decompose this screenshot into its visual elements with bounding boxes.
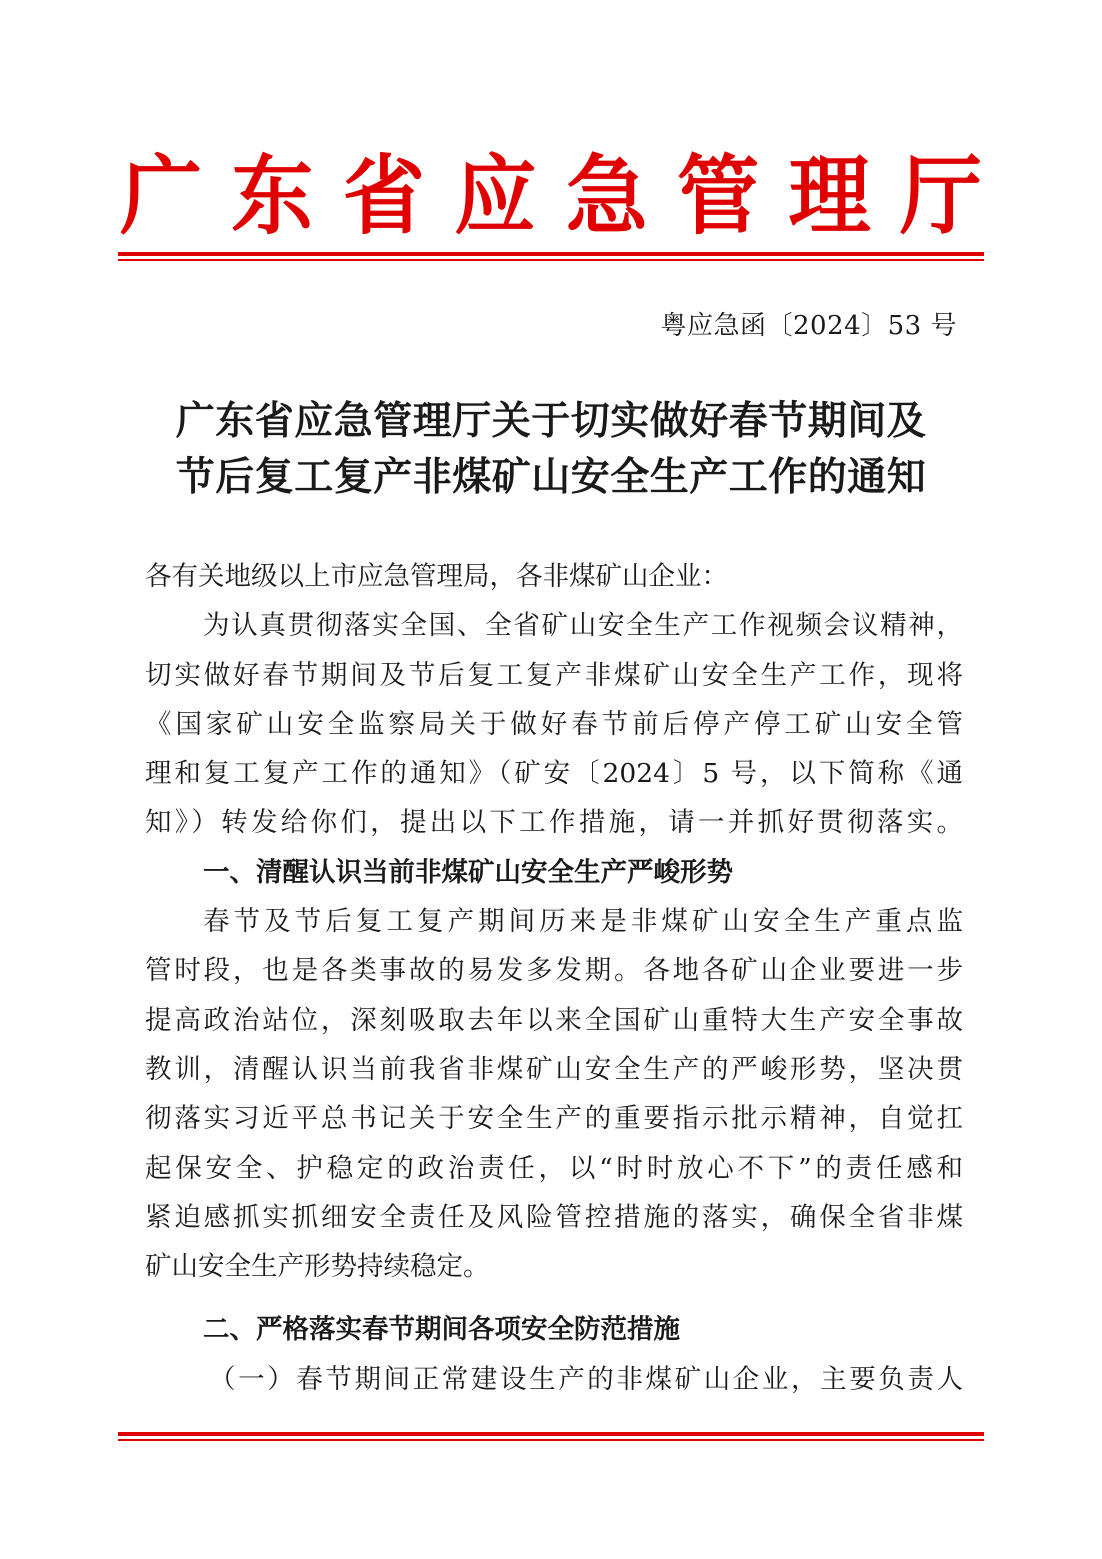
- paragraph-line: 知》）转发给你们，提出以下工作措施，请一并抓好贯彻落实。: [145, 807, 963, 839]
- masthead-char: 省: [342, 145, 425, 247]
- document-body: [145, 552, 963, 1404]
- paragraph-line: 春节及节后复工复产期间历来是非煤矿山安全生产重点监: [203, 906, 963, 938]
- masthead-char: 急: [565, 145, 648, 247]
- paragraph-line: 紧迫感抓实抓细安全责任及风险管控措施的落实，确保全省非煤: [145, 1201, 963, 1233]
- paragraph-line: 提高政治站位，深刻吸取去年以来全国矿山重特大生产安全事故: [145, 1004, 963, 1036]
- title-line-1: 广东省应急管理厅关于切实做好春节期间及: [175, 399, 927, 444]
- masthead-char: 广: [120, 145, 203, 247]
- masthead-char: 应: [454, 145, 537, 247]
- section-heading-2: 二、严格落实春节期间各项安全防范措施: [203, 1314, 680, 1346]
- masthead-char: 东: [231, 145, 314, 247]
- masthead-char: 理: [788, 145, 871, 247]
- salutation: 各有关地级以上市应急管理局，各非煤矿山企业：: [145, 561, 728, 592]
- paragraph-line: 教训，清醒认识当前我省非煤矿山安全生产的严峻形势，坚决贯: [145, 1053, 963, 1085]
- paragraph-line: 彻落实习近平总书记关于安全生产的重要指示批示精神，自觉扛: [145, 1103, 963, 1135]
- red-footer-rule: [118, 1432, 984, 1441]
- title-line-2: 节后复工复产非煤矿山安全生产工作的通知: [175, 455, 927, 500]
- masthead: [120, 146, 982, 246]
- paragraph-line: 为认真贯彻落实全国、全省矿山安全生产工作视频会议精神，: [203, 610, 963, 642]
- masthead-char: 厅: [899, 145, 982, 247]
- paragraph-line: 管时段，也是各类事故的易发多发期。各地各矿山企业要进一步: [145, 955, 963, 987]
- document-title: [110, 394, 992, 506]
- paragraph-line: 切实做好春节期间及节后复工复产非煤矿山安全生产工作，现将: [145, 659, 963, 691]
- document-number: 粤应急函〔2024〕53 号: [660, 311, 957, 341]
- paragraph-line: （一）春节期间正常建设生产的非煤矿山企业，主要负责人: [209, 1363, 963, 1395]
- masthead-char: 管: [677, 145, 760, 247]
- red-header-rule: [118, 252, 984, 261]
- paragraph-line: 《国家矿山安全监察局关于做好春节前后停产停工矿山安全管: [145, 708, 963, 740]
- paragraph-line: 理和复工复产工作的通知》（矿安〔2024〕5 号，以下简称《通: [145, 758, 963, 790]
- paragraph-line: 矿山安全生产形势持续稳定。: [145, 1251, 490, 1283]
- section-heading-1: 一、清醒认识当前非煤矿山安全生产严峻形势: [203, 856, 733, 888]
- paragraph-line: 起保安全、护稳定的政治责任，以“时时放心不下”的责任感和: [145, 1152, 963, 1184]
